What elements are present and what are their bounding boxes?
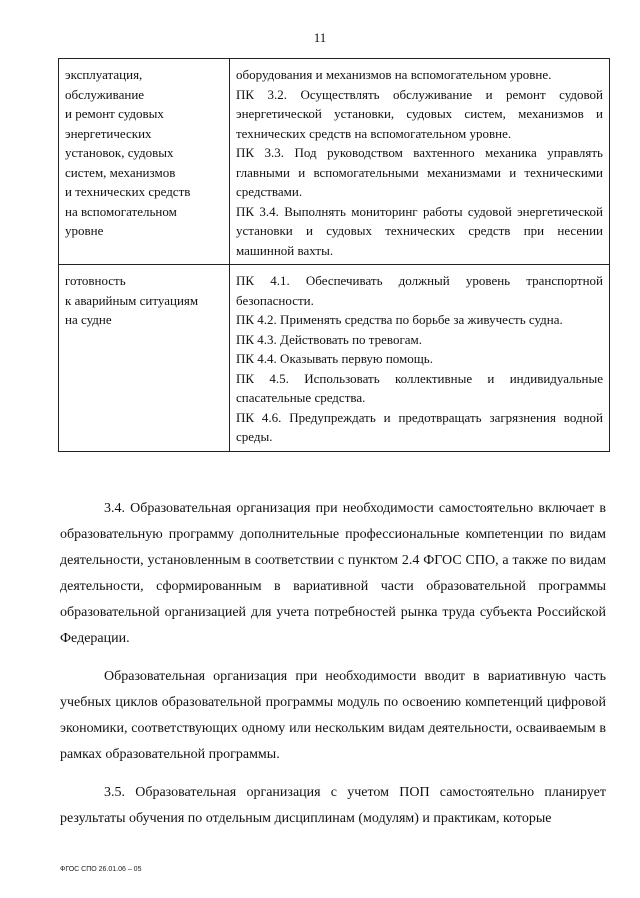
competencies-cell xyxy=(230,265,610,452)
table-row xyxy=(59,265,610,452)
table-row xyxy=(59,59,610,265)
activity-line: к аварийным ситуациям xyxy=(65,292,199,308)
competencies-cell xyxy=(230,59,610,265)
competency-item: ПК 3.2. Осуществлять обслуживание и ремонт судовой энергетической установки, судовых систем, механизмов и технических средств на вспомогательном уровне. xyxy=(236,86,603,141)
activity-line: систем, механизмов xyxy=(65,164,176,180)
competency-item: ПК 4.6. Предупреждать и предотвращать загрязнения водной среды. xyxy=(236,409,603,444)
body-text xyxy=(60,496,606,844)
competency-item: ПК 4.2. Применять средства по борьбе за живучесть судна. xyxy=(236,312,563,327)
activity-line: уровне xyxy=(65,223,104,238)
competency-item: ПК 3.4. Выполнять мониторинг работы судовой энергетической установки и судовых технических средств при несении машинной вахты. xyxy=(236,203,603,258)
activity-line: на вспомогательном xyxy=(65,203,177,219)
activity-line: готовность xyxy=(65,273,126,288)
paragraph: 3.4. Образовательная организация при необходимости самостоятельно включает в образовательную программу дополнительные профессиональные компетенции по видам деятельности, установленным в соответствии с пунктом 2.4 ФГОС СПО, а также по видам деятельности, сформированным в вариативной части образовательной программы образовательной организацией для учета потребностей рынка труда субъекта Российской Федерации. xyxy=(60,501,606,646)
competency-item: ПК 3.3. Под руководством вахтенного механика управлять главными и вспомогательными механизмами и техническими средствами. xyxy=(236,145,603,199)
competency-item: ПК 4.3. Действовать по тревогам. xyxy=(236,331,423,347)
activity-line: и ремонт судовых xyxy=(65,106,164,121)
activity-line: на судне xyxy=(65,312,112,327)
paragraph: Образовательная организация при необходимости вводит в вариативную часть учебных циклов образовательной программы модуль по освоению компетенций цифровой экономики, соответствующих одному или нескольким видам деятельности, осваиваемым в рамках образовательной программы. xyxy=(60,669,606,762)
activity-line: эксплуатация, xyxy=(65,67,143,82)
activity-line: обслуживание xyxy=(65,86,145,102)
footer-code: ФГОС СПО 26.01.06 – 05 xyxy=(60,866,142,873)
competency-item: ПК 4.4. Оказывать первую помощь. xyxy=(236,351,433,366)
activity-line: и технических средств xyxy=(65,184,191,199)
activity-cell xyxy=(59,265,230,452)
paragraph: 3.5. Образовательная организация с учетом ПОП самостоятельно планирует результаты обучения по отдельным дисциплинам (модулям) и практикам, которые xyxy=(60,785,606,826)
competency-item: оборудования и механизмов на вспомогательном уровне. xyxy=(236,67,552,82)
activity-line: энергетических xyxy=(65,125,152,141)
competency-item: ПК 4.1. Обеспечивать должный уровень транспортной безопасности. xyxy=(236,273,603,308)
activity-cell xyxy=(59,59,230,265)
competence-table xyxy=(58,58,610,452)
activity-line: установок, судовых xyxy=(65,145,174,160)
competency-item: ПК 4.5. Использовать коллективные и индивидуальные спасательные средства. xyxy=(236,370,603,405)
page-number: 11 xyxy=(313,30,327,45)
